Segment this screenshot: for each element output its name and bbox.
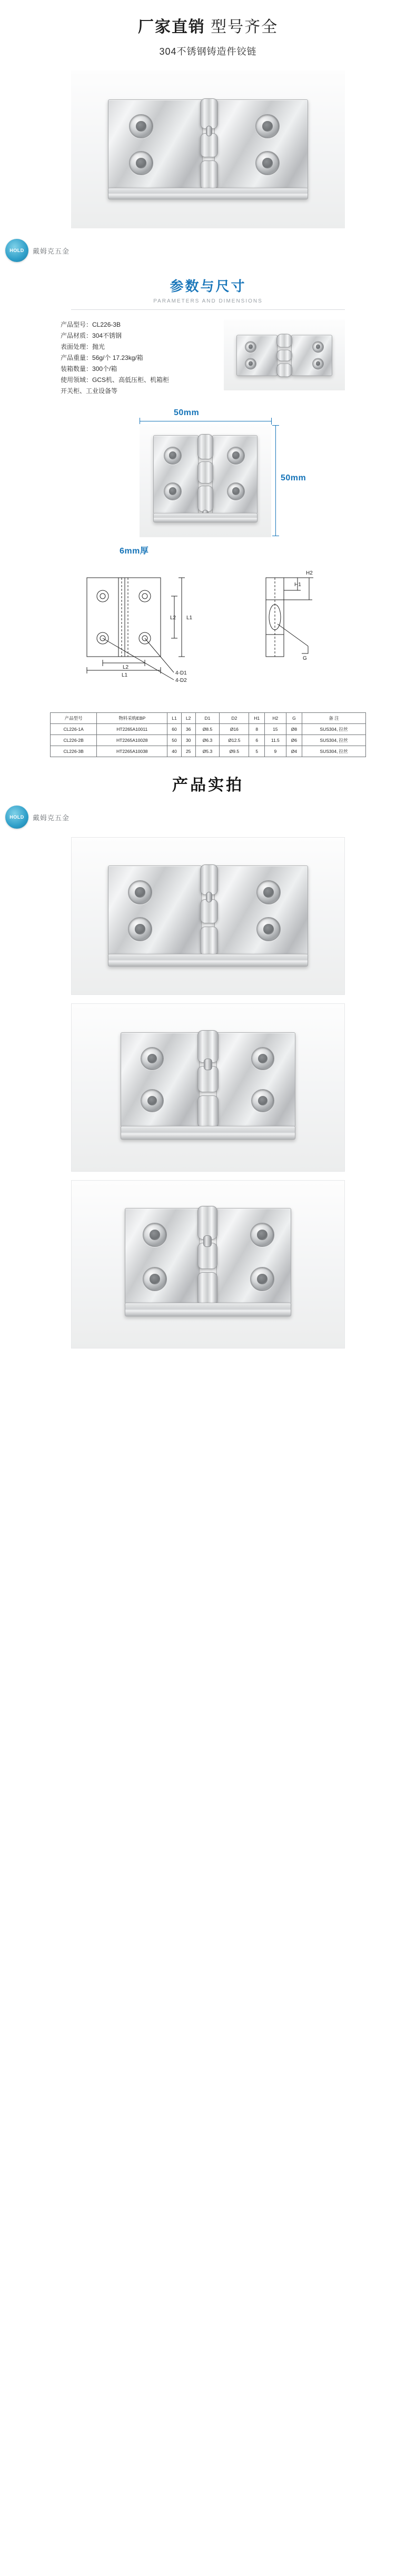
spec-list — [61, 319, 219, 397]
dimension-width-tick-right — [271, 418, 272, 425]
section-parameters-title-cn: 参数与尺寸 — [170, 278, 246, 294]
svg-text:4-D2: 4-D2 — [175, 678, 187, 683]
brand-logo-icon: HOLD — [5, 806, 28, 829]
table-cell: 15 — [265, 724, 286, 735]
spec-value: 开关柜、工业设备等 — [61, 387, 118, 395]
real-shot-2 — [71, 1003, 345, 1172]
dimension-height-line — [275, 425, 276, 536]
table-cell: 11.5 — [265, 735, 286, 746]
svg-text:G: G — [303, 656, 307, 661]
section-real-shots-title-cn: 产品实拍 — [172, 777, 244, 794]
svg-text:L1: L1 — [122, 672, 128, 678]
table-cell: 30 — [181, 735, 195, 746]
technical-drawings — [50, 567, 366, 704]
table-cell: 5 — [249, 746, 265, 757]
brand-name: 戴姆克五金 — [33, 813, 70, 822]
svg-text:L2: L2 — [123, 665, 129, 670]
real-shot-3 — [71, 1180, 345, 1349]
title-divider — [71, 309, 345, 310]
dimension-product-photo — [140, 424, 271, 537]
svg-text:H1: H1 — [294, 582, 301, 588]
spec-row — [61, 341, 219, 353]
table-cell: 25 — [181, 746, 195, 757]
section-real-shots-title — [0, 772, 416, 795]
table-header-cell: L1 — [167, 713, 182, 724]
footer-space — [0, 1349, 416, 1370]
svg-text:L1: L1 — [186, 615, 193, 621]
spec-value: 300个/箱 — [92, 365, 117, 373]
table-cell: 8 — [249, 724, 265, 735]
spec-row — [61, 330, 219, 341]
parameter-table-wrap — [50, 712, 366, 757]
table-cell: CL226-3B — [51, 746, 97, 757]
table-cell: CL226-2B — [51, 735, 97, 746]
table-header-cell: 备 注 — [302, 713, 366, 724]
spec-row — [61, 386, 219, 397]
table-header-cell: D1 — [195, 713, 220, 724]
dimension-height-label: 50mm — [281, 474, 306, 482]
brand-stamp — [0, 239, 416, 262]
spec-key: 产品重量： — [61, 354, 93, 361]
table-header-cell: L2 — [181, 713, 195, 724]
table-cell: SUS304, 拉丝 — [302, 746, 366, 757]
table-cell: Ø9.5 — [220, 746, 249, 757]
table-cell: Ø8.5 — [195, 724, 220, 735]
table-cell: Ø6 — [286, 735, 302, 746]
table-cell: 6 — [249, 735, 265, 746]
svg-text:H2: H2 — [306, 570, 313, 576]
parameter-table — [50, 712, 366, 757]
table-header-row — [51, 713, 366, 724]
page-header — [0, 0, 416, 61]
spec-key: 产品型号： — [61, 321, 93, 328]
table-cell: HT2265A10028 — [97, 735, 167, 746]
table-header-cell: G — [286, 713, 302, 724]
spec-value: 抛光 — [92, 343, 105, 350]
brand-logo-icon: HOLD — [5, 239, 28, 262]
spec-product-photo — [224, 319, 345, 390]
spec-key: 产品材质： — [61, 332, 93, 339]
table-cell: 50 — [167, 735, 182, 746]
spec-key: 表面处理： — [61, 343, 93, 350]
page-title-thin: 型号齐全 — [211, 18, 279, 36]
brand-stamp-secondary — [0, 806, 416, 829]
spec-row — [61, 375, 219, 386]
svg-text:L2: L2 — [170, 615, 176, 621]
table-header-cell: H1 — [249, 713, 265, 724]
table-cell: Ø4 — [286, 746, 302, 757]
brand-name: 戴姆克五金 — [33, 247, 70, 255]
dimension-thickness-label: 6mm厚 — [120, 547, 149, 556]
spec-key: 装箱数量： — [61, 365, 93, 373]
table-cell: Ø8 — [286, 724, 302, 735]
table-cell: CL226-1A — [51, 724, 97, 735]
table-cell: Ø5.3 — [195, 746, 220, 757]
real-shot-1 — [71, 837, 345, 995]
hero-product-photo — [71, 71, 345, 228]
svg-text:4-D1: 4-D1 — [175, 670, 187, 676]
table-cell: Ø12.5 — [220, 735, 249, 746]
table-cell: 9 — [265, 746, 286, 757]
dimension-height-tick-top — [272, 425, 279, 426]
table-cell: Ø6.3 — [195, 735, 220, 746]
table-header-cell: 产品型号 — [51, 713, 97, 724]
spec-row — [61, 364, 219, 375]
table-row — [51, 735, 366, 746]
spec-value: 304不锈钢 — [92, 332, 122, 339]
table-cell: 36 — [181, 724, 195, 735]
page-title-bold: 厂家直销 — [137, 18, 205, 36]
table-row — [51, 724, 366, 735]
section-parameters-title-en: PARAMETERS AND DIMENSIONS — [153, 298, 263, 304]
table-cell: 60 — [167, 724, 182, 735]
table-cell: HT2265A10011 — [97, 724, 167, 735]
page-title — [0, 14, 416, 37]
section-parameters-title — [0, 276, 416, 304]
table-header-cell: 物料采购EBP — [97, 713, 167, 724]
table-cell: SUS304, 拉丝 — [302, 735, 366, 746]
table-cell: HT2265A10038 — [97, 746, 167, 757]
technical-drawing-side-view — [229, 567, 350, 704]
technical-drawing-front-view — [66, 567, 224, 704]
spec-value: GCS机、高低压柜、机箱柜 — [92, 376, 170, 384]
spec-row — [61, 353, 219, 364]
spec-value: 56g/个 17.23kg/箱 — [92, 354, 143, 361]
table-cell: 40 — [167, 746, 182, 757]
dimension-width-label: 50mm — [174, 408, 200, 417]
spec-key: 使用领域： — [61, 376, 93, 384]
dimension-diagram — [61, 404, 355, 562]
table-header-cell: D2 — [220, 713, 249, 724]
table-cell: SUS304, 拉丝 — [302, 724, 366, 735]
page-subtitle: 304不锈钢铸造件铰链 — [159, 46, 257, 57]
spec-value: CL226-3B — [92, 321, 121, 328]
table-cell: Ø16 — [220, 724, 249, 735]
spec-row — [61, 319, 219, 330]
table-row — [51, 746, 366, 757]
table-header-cell: H2 — [265, 713, 286, 724]
spec-block — [61, 319, 355, 397]
